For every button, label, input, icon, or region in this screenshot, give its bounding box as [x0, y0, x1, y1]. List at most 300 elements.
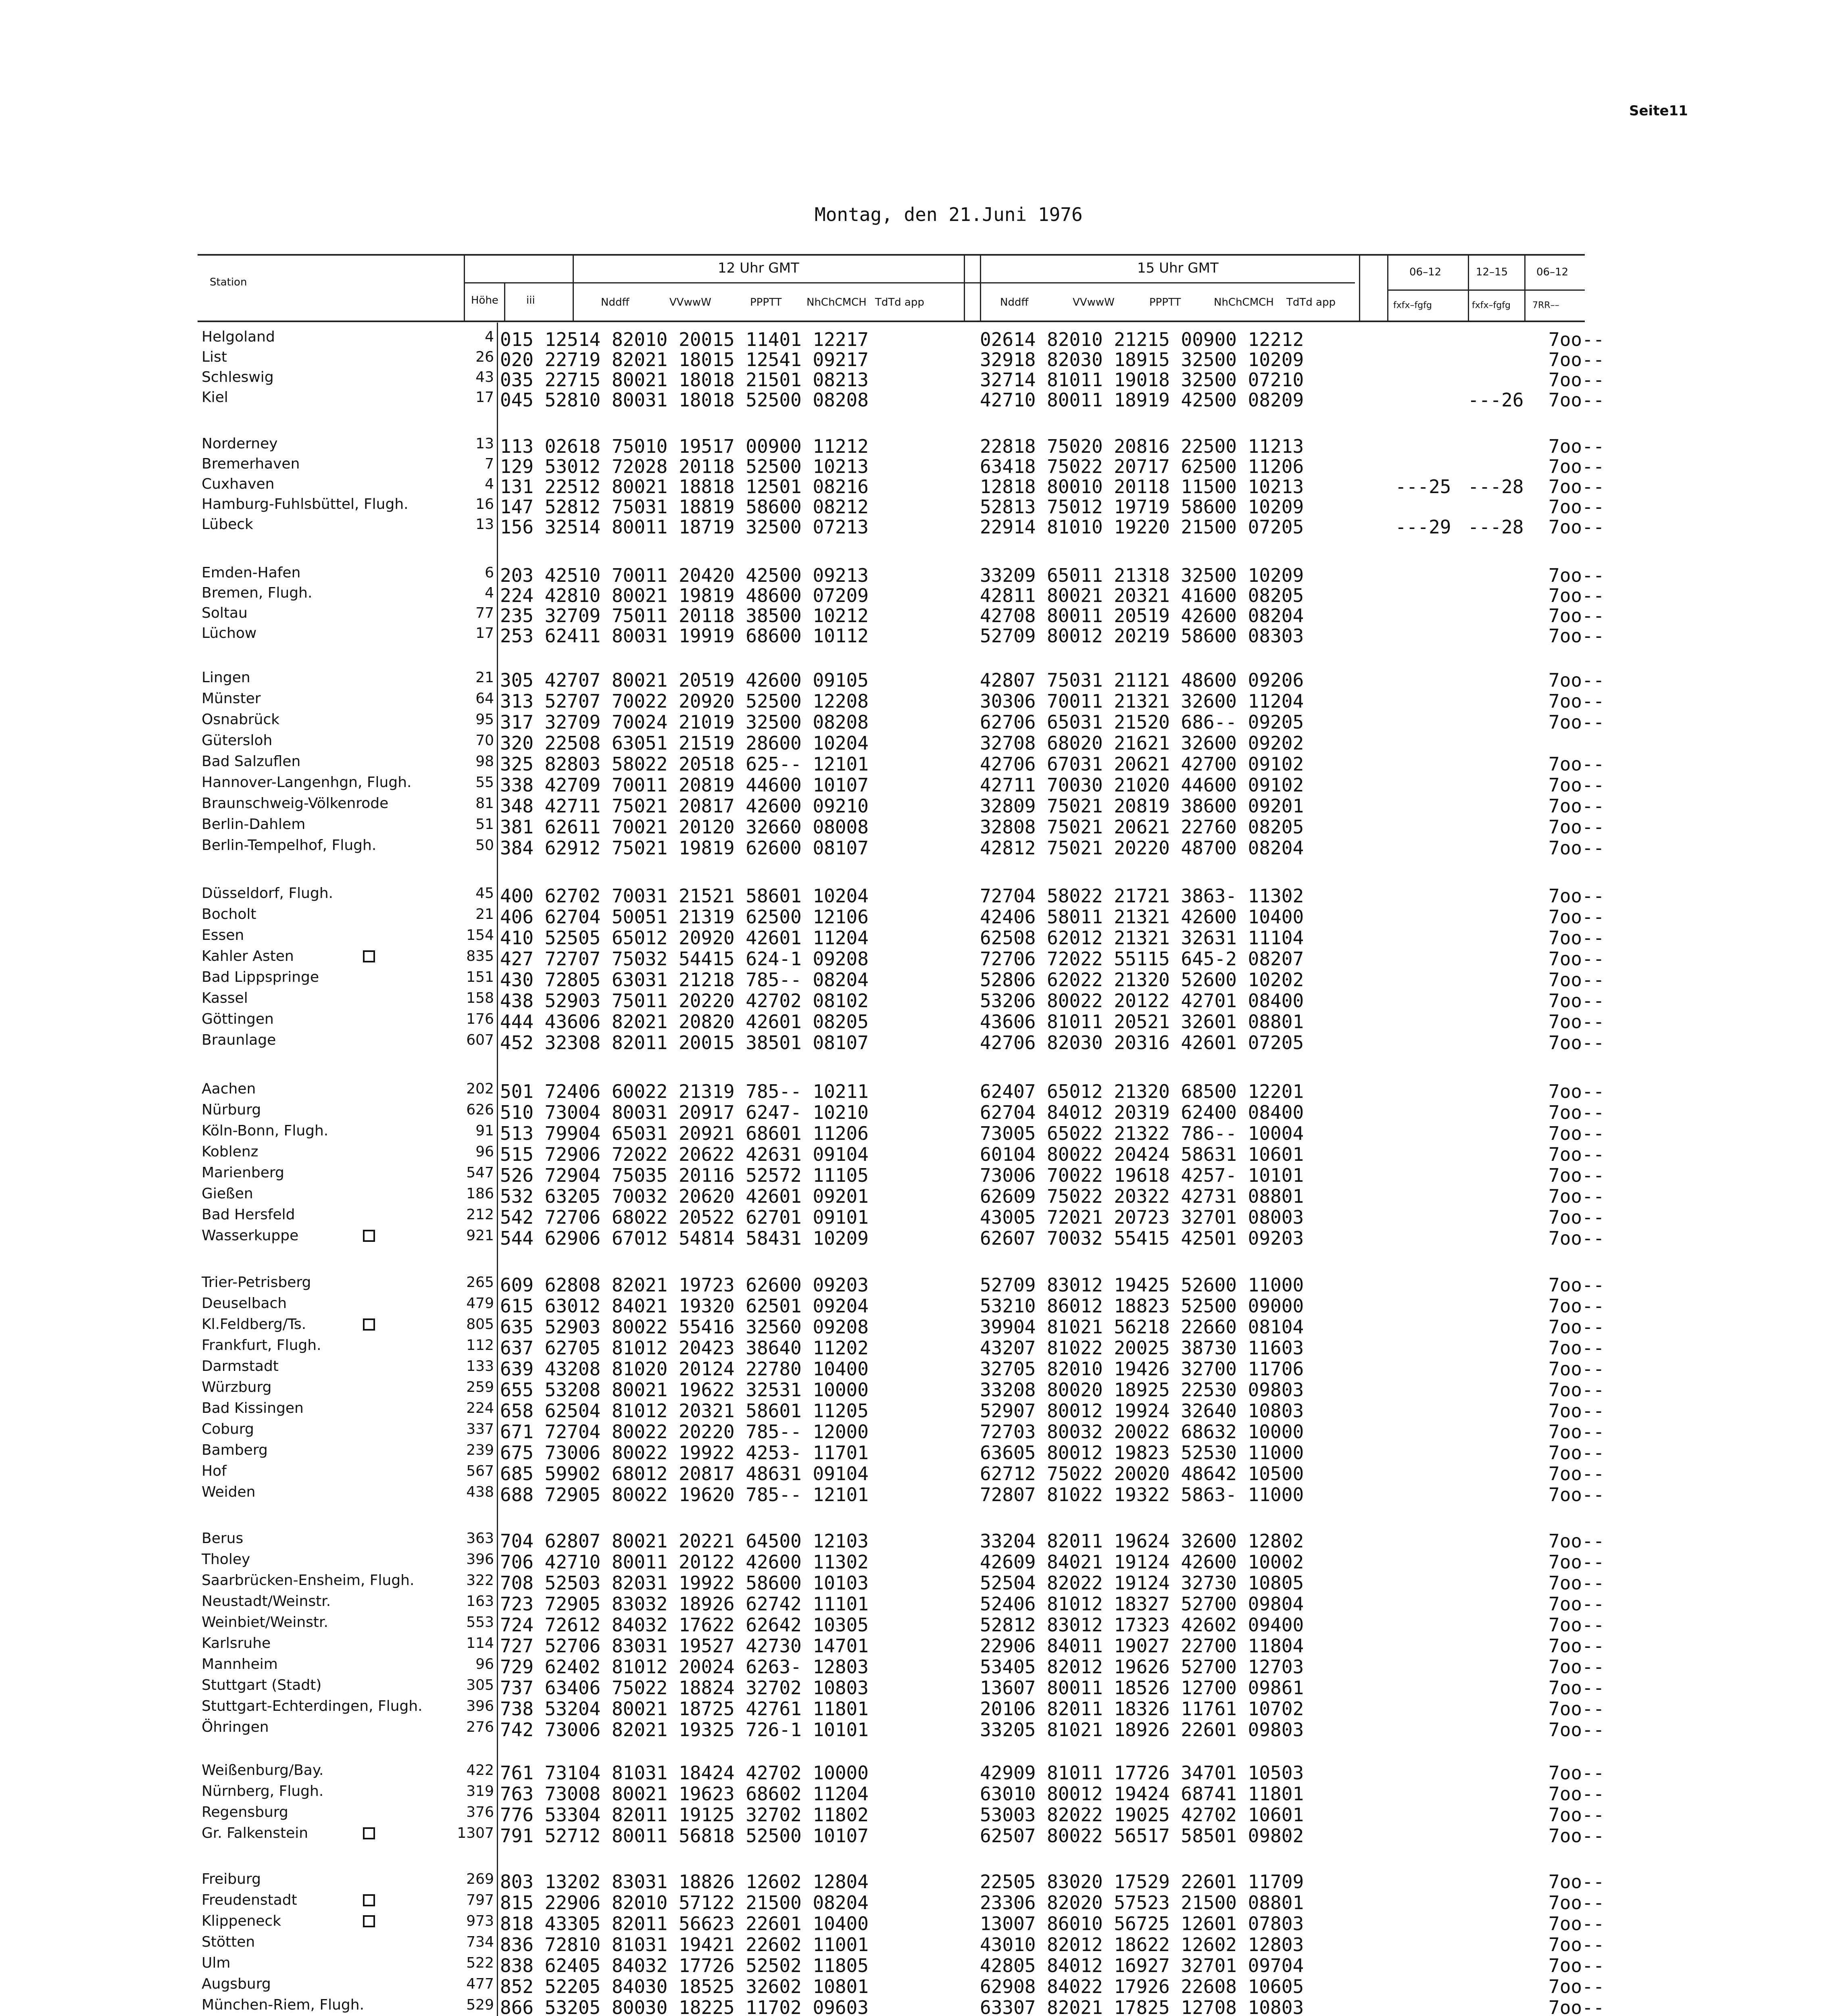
station-name: Würzburg: [202, 1379, 272, 1395]
obs-15-gmt: 62508 62012 21321 32631 11104: [980, 927, 1304, 949]
obs-15-gmt: 52406 81012 18327 52700 09804: [980, 1593, 1304, 1615]
obs-12-gmt: 035 22715 80021 18018 21501 08213: [500, 369, 869, 391]
rr-value: 7oo--: [1548, 1719, 1605, 1741]
rr-value: 7oo--: [1548, 795, 1605, 817]
station-name: Weißenburg/Bay.: [202, 1762, 324, 1779]
header-12-uhr-gmt: 12 Uhr GMT: [718, 260, 799, 276]
rr-value: 7oo--: [1548, 1762, 1605, 1784]
rr-value: 7oo--: [1548, 1274, 1605, 1296]
station-hoehe: 96: [475, 1143, 494, 1160]
rr-value: 7oo--: [1548, 837, 1605, 859]
range-12-15-value: ---28: [1468, 516, 1524, 538]
obs-15-gmt: 72807 81022 19322 5863- 11000: [980, 1484, 1304, 1506]
obs-15-gmt: 52709 80012 20219 58600 08303: [980, 625, 1304, 647]
station-hoehe: 43: [475, 369, 494, 385]
station-name: Düsseldorf, Flugh.: [202, 885, 333, 902]
obs-15-gmt: 33209 65011 21318 32500 10209: [980, 564, 1304, 586]
obs-15-gmt: 73005 65022 21322 786-- 10004: [980, 1123, 1304, 1144]
station-name: Mannheim: [202, 1656, 278, 1672]
station-hoehe: 4: [485, 476, 494, 492]
station-name: Göttingen: [202, 1011, 274, 1027]
station-name: München-Riem, Flugh.: [202, 1997, 365, 2013]
rr-value: 7oo--: [1548, 816, 1605, 838]
rr-value: 7oo--: [1548, 948, 1605, 970]
rr-value: 7oo--: [1548, 1997, 1605, 2016]
obs-15-gmt: 42812 75021 20220 48700 08204: [980, 837, 1304, 859]
obs-15-gmt: 32708 68020 21621 32600 09202: [980, 732, 1304, 754]
obs-15-gmt: 32809 75021 20819 38600 09201: [980, 795, 1304, 817]
station-name: Berlin-Tempelhof, Flugh.: [202, 837, 377, 854]
rr-value: 7oo--: [1548, 990, 1605, 1012]
station-hoehe: 91: [475, 1123, 494, 1139]
rr-value: 7oo--: [1548, 435, 1605, 457]
station-name: Aachen: [202, 1081, 256, 1097]
obs-12-gmt: 338 42709 70011 20819 44600 10107: [500, 774, 869, 796]
obs-12-gmt: 803 13202 83031 18826 12602 12804: [500, 1871, 869, 1893]
station-name: Stuttgart (Stadt): [202, 1677, 322, 1693]
station-hoehe: 13: [475, 516, 494, 533]
header-vvwww-15: VVwwW: [1073, 296, 1115, 308]
obs-12-gmt: 510 73004 80031 20917 6247- 10210: [500, 1102, 869, 1123]
station-hoehe: 265: [466, 1274, 494, 1291]
rr-value: 7oo--: [1548, 774, 1605, 796]
rr-value: 7oo--: [1548, 1551, 1605, 1573]
obs-15-gmt: 33204 82011 19624 32600 12802: [980, 1530, 1304, 1552]
open-square-icon: [363, 1827, 375, 1839]
station-hoehe: 626: [466, 1102, 494, 1118]
obs-12-gmt: 452 32308 82011 20015 38501 08107: [500, 1032, 869, 1054]
rr-value: 7oo--: [1548, 1484, 1605, 1506]
range-12-15-value: ---28: [1468, 476, 1524, 498]
station-hoehe: 13: [475, 435, 494, 452]
station-name: Bad Salzuflen: [202, 753, 301, 770]
station-name: Freudenstadt: [202, 1892, 297, 1908]
obs-12-gmt: 852 52205 84030 18525 32602 10801: [500, 1976, 869, 1997]
rr-value: 7oo--: [1548, 1572, 1605, 1594]
obs-15-gmt: 22818 75020 20816 22500 11213: [980, 435, 1304, 457]
rr-value: 7oo--: [1548, 564, 1605, 586]
station-name: Regensburg: [202, 1804, 288, 1820]
rr-value: 7oo--: [1548, 1185, 1605, 1207]
rr-value: 7oo--: [1548, 496, 1605, 518]
obs-12-gmt: 406 62704 50051 21319 62500 12106: [500, 906, 869, 928]
station-hoehe: 422: [466, 1762, 494, 1779]
header-tdtd-12: TdTd app: [875, 296, 924, 308]
station-name: Trier-Petrisberg: [202, 1274, 311, 1291]
station-name: Wasserkuppe: [202, 1227, 299, 1244]
obs-12-gmt: 513 79904 65031 20921 68601 11206: [500, 1123, 869, 1144]
station-hoehe: 17: [475, 625, 494, 641]
station-name: Neustadt/Weinstr.: [202, 1593, 331, 1610]
rr-value: 7oo--: [1548, 1530, 1605, 1552]
rr-value: 7oo--: [1548, 1421, 1605, 1443]
station-name: Essen: [202, 927, 244, 943]
rr-value: 7oo--: [1548, 711, 1605, 733]
obs-12-gmt: 639 43208 81020 20124 22780 10400: [500, 1358, 869, 1380]
open-square-icon: [363, 950, 375, 962]
range-06-12-value: ---29: [1395, 516, 1451, 538]
obs-15-gmt: 52806 62022 21320 52600 10202: [980, 969, 1304, 991]
header-range-06-12b: 06–12: [1536, 266, 1569, 278]
station-name: Hannover-Langenhgn, Flugh.: [202, 774, 412, 791]
rr-value: 7oo--: [1548, 1825, 1605, 1847]
obs-12-gmt: 738 53204 80021 18725 42761 11801: [500, 1698, 869, 1720]
obs-12-gmt: 305 42707 80021 20519 42600 09105: [500, 669, 869, 691]
station-hoehe: 529: [466, 1997, 494, 2013]
obs-15-gmt: 53003 82022 19025 42702 10601: [980, 1804, 1304, 1826]
obs-15-gmt: 52504 82022 19124 32730 10805: [980, 1572, 1304, 1594]
station-hoehe: 6: [485, 564, 494, 581]
obs-12-gmt: 542 72706 68022 20522 62701 09101: [500, 1206, 869, 1228]
obs-15-gmt: 32705 82010 19426 32700 11706: [980, 1358, 1304, 1380]
obs-15-gmt: 22914 81010 19220 21500 07205: [980, 516, 1304, 538]
station-name: Gr. Falkenstein: [202, 1825, 308, 1841]
obs-15-gmt: 43005 72021 20723 32701 08003: [980, 1206, 1304, 1228]
obs-12-gmt: 742 73006 82021 19325 726-1 10101: [500, 1719, 869, 1741]
station-name: Norderney: [202, 435, 278, 452]
station-name: Berlin-Dahlem: [202, 816, 306, 833]
obs-12-gmt: 704 62807 80021 20221 64500 12103: [500, 1530, 869, 1552]
station-hoehe: 50: [475, 837, 494, 854]
station-hoehe: 55: [475, 774, 494, 791]
obs-15-gmt: 42609 84021 19124 42600 10002: [980, 1551, 1304, 1573]
station-hoehe: 96: [475, 1656, 494, 1672]
obs-15-gmt: 43010 82012 18622 12602 12803: [980, 1934, 1304, 1956]
rr-value: 7oo--: [1548, 1337, 1605, 1359]
obs-12-gmt: 658 62504 81012 20321 58601 11205: [500, 1400, 869, 1422]
rr-value: 7oo--: [1548, 625, 1605, 647]
station-name: Berus: [202, 1530, 244, 1547]
station-name: Deuselbach: [202, 1295, 287, 1312]
station-name: Braunschweig-Völkenrode: [202, 795, 389, 812]
obs-12-gmt: 317 32709 70024 21019 32500 08208: [500, 711, 869, 733]
obs-15-gmt: 72703 80032 20022 68632 10000: [980, 1421, 1304, 1443]
station-hoehe: 276: [466, 1719, 494, 1735]
rr-value: 7oo--: [1548, 1635, 1605, 1657]
obs-15-gmt: 12818 80010 20118 11500 10213: [980, 476, 1304, 498]
rr-value: 7oo--: [1548, 1871, 1605, 1893]
station-hoehe: 77: [475, 605, 494, 621]
obs-15-gmt: 62407 65012 21320 68500 12201: [980, 1081, 1304, 1102]
station-hoehe: 21: [475, 906, 494, 923]
obs-15-gmt: 22505 83020 17529 22601 11709: [980, 1871, 1304, 1893]
station-name: Bad Lippspringe: [202, 969, 319, 985]
obs-12-gmt: 438 52903 75011 20220 42702 08102: [500, 990, 869, 1012]
station-hoehe: 805: [466, 1316, 494, 1333]
obs-15-gmt: 42805 84012 16927 32701 09704: [980, 1955, 1304, 1976]
rr-value: 7oo--: [1548, 1143, 1605, 1165]
obs-12-gmt: 235 32709 75011 20118 38500 10212: [500, 605, 869, 627]
obs-12-gmt: 045 52810 80031 18018 52500 08208: [500, 389, 869, 411]
station-hoehe: 186: [466, 1185, 494, 1202]
obs-12-gmt: 444 43606 82021 20820 42601 08205: [500, 1011, 869, 1033]
station-name: Koblenz: [202, 1143, 258, 1160]
obs-12-gmt: 430 72805 63031 21218 785-- 08204: [500, 969, 869, 991]
obs-15-gmt: 53210 86012 18823 52500 09000: [980, 1295, 1304, 1317]
station-name: Hof: [202, 1463, 227, 1479]
header-range-06-12: 06–12: [1409, 266, 1442, 278]
station-name: Saarbrücken-Ensheim, Flugh.: [202, 1572, 415, 1589]
station-name: Kl.Feldberg/Ts.: [202, 1316, 306, 1333]
station-name: Kiel: [202, 389, 228, 406]
obs-15-gmt: 42710 80011 18919 42500 08209: [980, 389, 1304, 411]
header-range-12-15: 12–15: [1476, 266, 1508, 278]
station-hoehe: 973: [466, 1913, 494, 1929]
obs-15-gmt: 62609 75022 20322 42731 08801: [980, 1185, 1304, 1207]
obs-15-gmt: 62908 84022 17926 22608 10605: [980, 1976, 1304, 1997]
obs-12-gmt: 131 22512 80021 18818 12501 08216: [500, 476, 869, 498]
obs-15-gmt: 42909 81011 17726 34701 10503: [980, 1762, 1304, 1784]
station-hoehe: 176: [466, 1011, 494, 1027]
obs-15-gmt: 42406 58011 21321 42600 10400: [980, 906, 1304, 928]
station-hoehe: 212: [466, 1206, 494, 1223]
station-hoehe: 51: [475, 816, 494, 833]
obs-12-gmt: 129 53012 72028 20118 52500 10213: [500, 456, 869, 477]
rr-value: 7oo--: [1548, 1206, 1605, 1228]
station-name: Darmstadt: [202, 1358, 279, 1375]
obs-12-gmt: 637 62705 81012 20423 38640 11202: [500, 1337, 869, 1359]
station-name: Augsburg: [202, 1976, 271, 1992]
rr-value: 7oo--: [1548, 753, 1605, 775]
obs-15-gmt: 72704 58022 21721 3863- 11302: [980, 885, 1304, 907]
obs-12-gmt: 384 62912 75021 19819 62600 08107: [500, 837, 869, 859]
obs-12-gmt: 706 42710 80011 20122 42600 11302: [500, 1551, 869, 1573]
open-square-icon: [363, 1894, 375, 1906]
station-name: List: [202, 349, 227, 365]
obs-15-gmt: 42807 75031 21121 48600 09206: [980, 669, 1304, 691]
rr-value: 7oo--: [1548, 669, 1605, 691]
station-hoehe: 154: [466, 927, 494, 943]
header-hoehe: Höhe: [471, 294, 498, 306]
station-name: Bremen, Flugh.: [202, 585, 313, 601]
rr-value: 7oo--: [1548, 1804, 1605, 1826]
rr-value: 7oo--: [1548, 585, 1605, 606]
station-hoehe: 202: [466, 1081, 494, 1097]
obs-15-gmt: 33205 81021 18926 22601 09803: [980, 1719, 1304, 1741]
obs-12-gmt: 325 82803 58022 20518 625-- 12101: [500, 753, 869, 775]
rr-value: 7oo--: [1548, 1295, 1605, 1317]
station-hoehe: 396: [466, 1698, 494, 1714]
header-nhchcm-15: NhChCMCH: [1214, 296, 1274, 308]
station-name: Gütersloh: [202, 732, 273, 749]
rr-value: 7oo--: [1548, 605, 1605, 627]
rr-value: 7oo--: [1548, 1955, 1605, 1976]
date-title: Montag, den 21.Juni 1976: [815, 204, 1083, 225]
station-hoehe: 376: [466, 1804, 494, 1820]
station-hoehe: 567: [466, 1463, 494, 1479]
obs-15-gmt: 62607 70032 55415 42501 09203: [980, 1227, 1304, 1249]
obs-15-gmt: 43606 81011 20521 32601 08801: [980, 1011, 1304, 1033]
obs-15-gmt: 53206 80022 20122 42701 08400: [980, 990, 1304, 1012]
obs-15-gmt: 52812 83012 17323 42602 09400: [980, 1614, 1304, 1636]
station-hoehe: 4: [485, 585, 494, 601]
station-hoehe: 259: [466, 1379, 494, 1395]
rr-value: 7oo--: [1548, 1011, 1605, 1033]
station-hoehe: 547: [466, 1164, 494, 1181]
open-square-icon: [363, 1318, 375, 1331]
header-sub-b: fxfx–fgfg: [1472, 300, 1511, 310]
obs-12-gmt: 410 52505 65012 20920 42601 11204: [500, 927, 869, 949]
rr-value: 7oo--: [1548, 1081, 1605, 1102]
station-name: Cuxhaven: [202, 476, 275, 492]
obs-12-gmt: 685 59902 68012 20817 48631 09104: [500, 1463, 869, 1485]
rr-value: 7oo--: [1548, 1358, 1605, 1380]
rr-value: 7oo--: [1548, 1976, 1605, 1997]
obs-12-gmt: 723 72905 83032 18926 62742 11101: [500, 1593, 869, 1615]
station-hoehe: 16: [475, 496, 494, 512]
obs-12-gmt: 320 22508 63051 21519 28600 10204: [500, 732, 869, 754]
obs-15-gmt: 60104 80022 20424 58631 10601: [980, 1143, 1304, 1165]
rr-value: 7oo--: [1548, 389, 1605, 411]
station-name: Nürburg: [202, 1102, 261, 1118]
header-iii: iii: [526, 294, 535, 306]
obs-12-gmt: 776 53304 82011 19125 32702 11802: [500, 1804, 869, 1826]
obs-15-gmt: 42708 80011 20519 42600 08204: [980, 605, 1304, 627]
rr-value: 7oo--: [1548, 516, 1605, 538]
rr-value: 7oo--: [1548, 1123, 1605, 1144]
station-name: Lüchow: [202, 625, 257, 641]
obs-15-gmt: 52813 75012 19719 58600 10209: [980, 496, 1304, 518]
station-name: Klippeneck: [202, 1913, 281, 1929]
obs-15-gmt: 20106 82011 18326 11761 10702: [980, 1698, 1304, 1720]
station-name: Kassel: [202, 990, 248, 1006]
header-vvwww-12: VVwwW: [669, 296, 711, 308]
station-hoehe: 21: [475, 669, 494, 686]
range-06-12-value: ---25: [1395, 476, 1451, 498]
rr-value: 7oo--: [1548, 1913, 1605, 1935]
station-hoehe: 45: [475, 885, 494, 902]
obs-12-gmt: 688 72905 80022 19620 785-- 12101: [500, 1484, 869, 1506]
station-hoehe: 607: [466, 1032, 494, 1048]
range-12-15-value: ---26: [1468, 389, 1524, 411]
station-hoehe: 337: [466, 1421, 494, 1437]
obs-15-gmt: 73006 70022 19618 4257- 10101: [980, 1164, 1304, 1186]
obs-15-gmt: 43207 81022 20025 38730 11603: [980, 1337, 1304, 1359]
header-ppptt-12: PPPTT: [750, 296, 782, 308]
station-name: Öhringen: [202, 1719, 269, 1735]
station-name: Osnabrück: [202, 711, 280, 728]
rr-value: 7oo--: [1548, 885, 1605, 907]
obs-15-gmt: 42811 80021 20321 41600 08205: [980, 585, 1304, 606]
station-name: Nürnberg, Flugh.: [202, 1783, 324, 1799]
rr-value: 7oo--: [1548, 1614, 1605, 1636]
obs-12-gmt: 615 63012 84021 19320 62501 09204: [500, 1295, 869, 1317]
station-hoehe: 438: [466, 1484, 494, 1500]
obs-12-gmt: 724 72612 84032 17622 62642 10305: [500, 1614, 869, 1636]
obs-12-gmt: 737 63406 75022 18824 32702 10803: [500, 1677, 869, 1699]
station-hoehe: 269: [466, 1871, 494, 1887]
rr-value: 7oo--: [1548, 969, 1605, 991]
station-hoehe: 477: [466, 1976, 494, 1992]
obs-15-gmt: 62706 65031 21520 686-- 09205: [980, 711, 1304, 733]
header-nddff-15: Nddff: [1000, 296, 1029, 308]
rr-value: 7oo--: [1548, 1032, 1605, 1054]
rr-value: 7oo--: [1548, 1379, 1605, 1401]
rr-value: 7oo--: [1548, 1102, 1605, 1123]
station-hoehe: 479: [466, 1295, 494, 1312]
obs-15-gmt: 13007 86010 56725 12601 07803: [980, 1913, 1304, 1935]
station-hoehe: 239: [466, 1442, 494, 1458]
station-hoehe: 64: [475, 690, 494, 707]
rr-value: 7oo--: [1548, 906, 1605, 928]
station-name: Weiden: [202, 1484, 256, 1500]
obs-15-gmt: 02614 82010 21215 00900 12212: [980, 329, 1304, 350]
obs-15-gmt: 63010 80012 19424 68741 11801: [980, 1783, 1304, 1805]
rr-value: 7oo--: [1548, 1400, 1605, 1422]
obs-15-gmt: 32918 82030 18915 32500 10209: [980, 349, 1304, 371]
obs-15-gmt: 72706 72022 55115 645-2 08207: [980, 948, 1304, 970]
obs-12-gmt: 791 52712 80011 56818 52500 10107: [500, 1825, 869, 1847]
obs-12-gmt: 515 72906 72022 20622 42631 09104: [500, 1143, 869, 1165]
station-hoehe: 553: [466, 1614, 494, 1631]
station-name: Bremerhaven: [202, 456, 300, 472]
rr-value: 7oo--: [1548, 1783, 1605, 1805]
station-hoehe: 396: [466, 1551, 494, 1568]
station-hoehe: 81: [475, 795, 494, 812]
obs-12-gmt: 501 72406 60022 21319 785-- 10211: [500, 1081, 869, 1102]
obs-15-gmt: 53405 82012 19626 52700 12703: [980, 1656, 1304, 1678]
obs-12-gmt: 655 53208 80021 19622 32531 10000: [500, 1379, 869, 1401]
rr-value: 7oo--: [1548, 369, 1605, 391]
obs-12-gmt: 836 72810 81031 19421 22602 11001: [500, 1934, 869, 1956]
station-hoehe: 70: [475, 732, 494, 749]
station-name: Kahler Asten: [202, 948, 294, 964]
station-hoehe: 305: [466, 1677, 494, 1693]
page-number: Seite11: [1629, 103, 1688, 119]
obs-15-gmt: 22906 84011 19027 22700 11804: [980, 1635, 1304, 1657]
station-hoehe: 4: [485, 329, 494, 345]
station-hoehe: 112: [466, 1337, 494, 1354]
station-name: Marienberg: [202, 1164, 284, 1181]
obs-12-gmt: 203 42510 70011 20420 42500 09213: [500, 564, 869, 586]
station-hoehe: 151: [466, 969, 494, 985]
station-hoehe: 734: [466, 1934, 494, 1950]
station-hoehe: 114: [466, 1635, 494, 1652]
station-name: Braunlage: [202, 1032, 276, 1048]
rr-value: 7oo--: [1548, 1164, 1605, 1186]
obs-12-gmt: 147 52812 75031 18819 58600 08212: [500, 496, 869, 518]
obs-12-gmt: 253 62411 80031 19919 68600 10112: [500, 625, 869, 647]
obs-15-gmt: 62507 80022 56517 58501 09802: [980, 1825, 1304, 1847]
station-name: Ulm: [202, 1955, 231, 1971]
obs-12-gmt: 526 72904 75035 20116 52572 11105: [500, 1164, 869, 1186]
station-name: Weinbiet/Weinstr.: [202, 1614, 328, 1631]
station-name: Hamburg-Fuhlsbüttel, Flugh.: [202, 496, 408, 512]
obs-12-gmt: 866 53205 80030 18225 11702 09603: [500, 1997, 869, 2016]
station-name: Soltau: [202, 605, 248, 621]
obs-15-gmt: 52907 80012 19924 32640 10803: [980, 1400, 1304, 1422]
header-sub-a: fxfx–fgfg: [1393, 300, 1432, 310]
station-name: Tholey: [202, 1551, 250, 1568]
station-name: Bamberg: [202, 1442, 268, 1458]
station-name: Bad Hersfeld: [202, 1206, 295, 1223]
open-square-icon: [363, 1915, 375, 1927]
obs-12-gmt: 532 63205 70032 20620 42601 09201: [500, 1185, 869, 1207]
rr-value: 7oo--: [1548, 1463, 1605, 1485]
obs-15-gmt: 23306 82020 57523 21500 08801: [980, 1892, 1304, 1914]
header-station: Station: [210, 276, 247, 288]
open-square-icon: [363, 1230, 375, 1242]
obs-12-gmt: 381 62611 70021 20120 32660 08008: [500, 816, 869, 838]
obs-15-gmt: 13607 80011 18526 12700 09861: [980, 1677, 1304, 1699]
rr-value: 7oo--: [1548, 1892, 1605, 1914]
obs-15-gmt: 30306 70011 21321 32600 11204: [980, 690, 1304, 712]
station-hoehe: 363: [466, 1530, 494, 1547]
rr-value: 7oo--: [1548, 1677, 1605, 1699]
obs-12-gmt: 818 43305 82011 56623 22601 10400: [500, 1913, 869, 1935]
obs-12-gmt: 675 73006 80022 19922 4253- 11701: [500, 1442, 869, 1464]
rr-value: 7oo--: [1548, 456, 1605, 477]
